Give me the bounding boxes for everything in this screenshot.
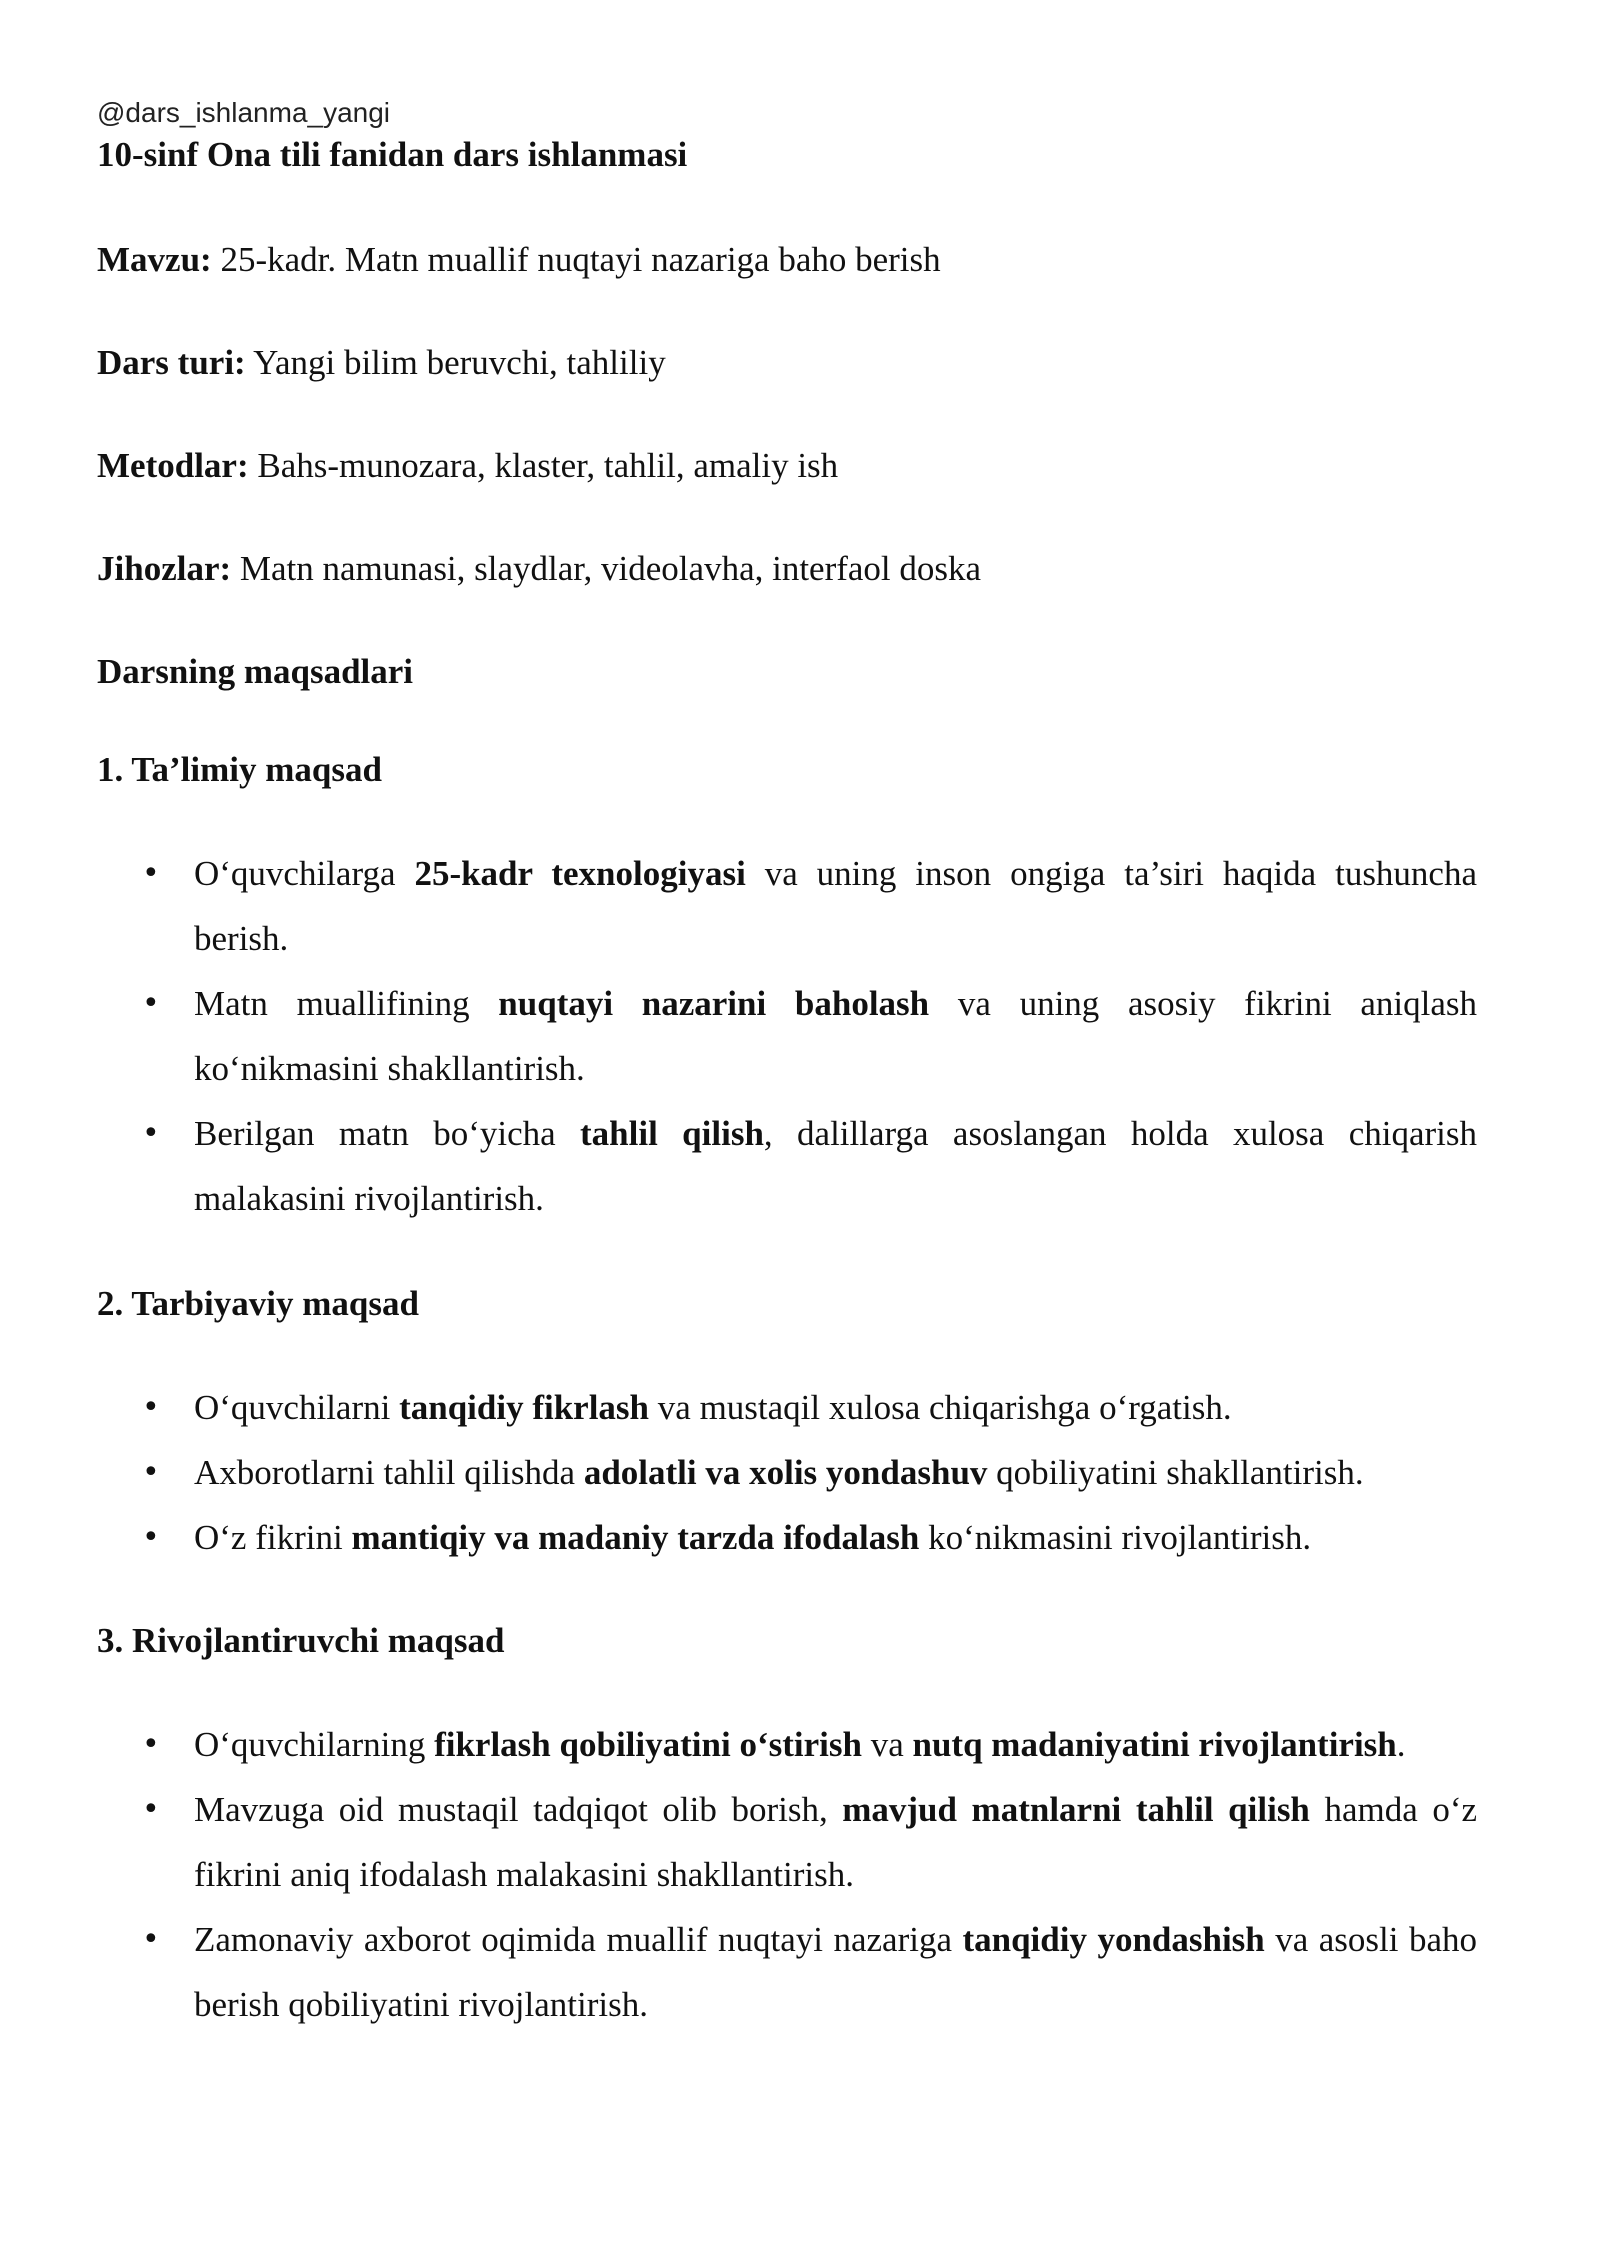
document-title: 10-sinf Ona tili fanidan dars ishlanmasi xyxy=(97,135,688,174)
meta-methods-value: Bahs-munozara, klaster, tahlil, amaliy ish xyxy=(248,446,839,485)
list-item: • Axborotlarni tahlil qilishda adolatli va xolis yondashuv qobiliyatini shakllantirish. xyxy=(97,1440,1477,1505)
section-heading-upbringing: 2. Tarbiyaviy maqsad xyxy=(97,1284,419,1323)
meta-lesson-type xyxy=(97,343,666,383)
meta-topic xyxy=(97,240,941,280)
list-item: • O‘quvchilarning fikrlash qobiliyatini o‘stirish va nutq madaniyatini rivojlantirish. xyxy=(97,1712,1477,1777)
list-item: • Matn muallifining nuqtayi nazarini baholash va uning asosiy fikrini aniqlash ko‘nikmasini shakllantirish. xyxy=(97,971,1477,1101)
meta-equipment xyxy=(97,549,981,589)
developmental-goals-list xyxy=(97,1712,1477,2037)
meta-equipment-label: Jihozlar: xyxy=(97,549,232,588)
author-handle: @dars_ishlanma_yangi xyxy=(97,97,391,128)
meta-topic-value: 25-kadr. Matn muallif nuqtayi nazariga baho berish xyxy=(211,240,941,279)
meta-methods xyxy=(97,446,838,486)
meta-equipment-value: Matn namunasi, slaydlar, videolavha, interfaol doska xyxy=(231,549,982,588)
list-item: • O‘z fikrini mantiqiy va madaniy tarzda ifodalash ko‘nikmasini rivojlantirish. xyxy=(97,1505,1477,1570)
list-item: • Mavzuga oid mustaqil tadqiqot olib borish, mavjud matnlarni tahlil qilish hamda o‘z fikrini aniq ifodalash malakasini shakllantirish. xyxy=(97,1777,1477,1907)
goals-heading: Darsning maqsadlari xyxy=(97,652,414,691)
list-item: • Zamonaviy axborot oqimida muallif nuqtayi nazariga tanqidiy yondashish va asosli baho berish qobiliyatini rivojlantirish. xyxy=(97,1907,1477,2037)
section-heading-developmental: 3. Rivojlantiruvchi maqsad xyxy=(97,1621,505,1660)
list-item: • O‘quvchilarga 25-kadr texnologiyasi va uning inson ongiga ta’siri haqida tushuncha berish. xyxy=(97,841,1477,971)
meta-lesson-type-label: Dars turi: xyxy=(97,343,246,382)
educational-goals-list xyxy=(97,841,1477,1231)
list-item: • O‘quvchilarni tanqidiy fikrlash va mustaqil xulosa chiqarishga o‘rgatish. xyxy=(97,1375,1477,1440)
section-heading-educational: 1. Ta’limiy maqsad xyxy=(97,750,382,789)
meta-methods-label: Metodlar: xyxy=(97,446,249,485)
upbringing-goals-list xyxy=(97,1375,1477,1570)
meta-topic-label: Mavzu: xyxy=(97,240,212,279)
list-item: • Berilgan matn bo‘yicha tahlil qilish, dalillarga asoslangan holda xulosa chiqarish malakasini rivojlantirish. xyxy=(97,1101,1477,1231)
meta-lesson-type-value: Yangi bilim beruvchi, tahliliy xyxy=(245,343,666,382)
